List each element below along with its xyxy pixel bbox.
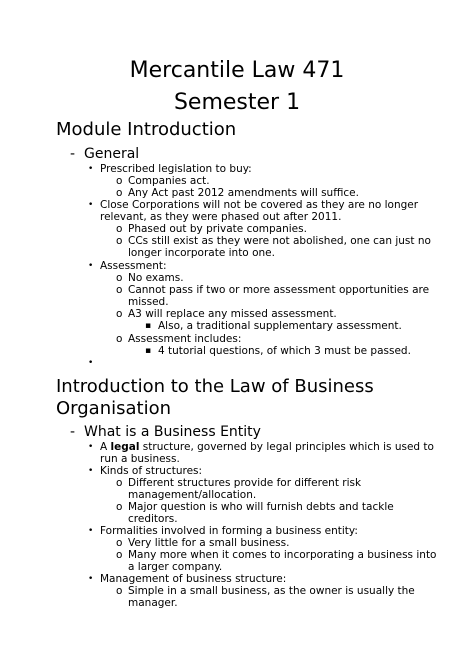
- list-item-text: Any Act past 2012 amendments will suffice.: [128, 187, 359, 199]
- bullet-icon: •: [88, 442, 94, 452]
- list-item: [116, 284, 430, 297]
- list-item-text: Formalities involved in forming a business entity:: [100, 525, 358, 537]
- bullet-icon: •: [88, 526, 94, 536]
- bullet-icon: •: [88, 358, 94, 368]
- list-item-text: Assessment:: [100, 260, 167, 272]
- list-item-text: Many more when it comes to incorporating a business into: [128, 549, 437, 561]
- circle-bullet-icon: o: [116, 284, 123, 296]
- list-item: [116, 549, 437, 562]
- list-item: [88, 199, 419, 212]
- bullet-icon: •: [88, 466, 94, 476]
- bullet-icon: •: [88, 574, 94, 584]
- bullet-icon: •: [88, 200, 94, 210]
- list-item-text: Different structures provide for different risk: [128, 477, 362, 489]
- circle-bullet-icon: o: [116, 175, 123, 187]
- list-item: [88, 573, 287, 586]
- square-bullet-icon: ▪: [145, 321, 152, 331]
- list-item-continuation: creditors.: [128, 513, 178, 525]
- bullet-icon: •: [88, 261, 94, 271]
- list-item-text: Simple in a small business, as the owner is usually the: [128, 585, 415, 597]
- list-item: [116, 187, 359, 200]
- circle-bullet-icon: o: [116, 501, 123, 513]
- circle-bullet-icon: o: [116, 585, 123, 597]
- list-item: [116, 537, 290, 550]
- sub-heading-business-entity-text: What is a Business Entity: [84, 424, 261, 440]
- list-item: [88, 260, 167, 273]
- circle-bullet-icon: o: [116, 549, 123, 561]
- list-item-continuation: longer incorporate into one.: [128, 247, 275, 259]
- list-item-text: 4 tutorial questions, of which 3 must be passed.: [158, 345, 411, 357]
- list-item-continuation: missed.: [128, 296, 169, 308]
- list-item-text: Kinds of structures:: [100, 465, 203, 477]
- list-item-text: Very little for a small business.: [128, 537, 290, 549]
- sub-heading-general: [70, 146, 139, 163]
- section-heading-module-introduction: Module Introduction: [56, 119, 237, 140]
- dash-marker: -: [70, 146, 76, 162]
- list-item: [145, 320, 402, 333]
- list-item-text: Major question is who will furnish debts and tackle: [128, 501, 394, 513]
- list-item: [116, 223, 307, 236]
- list-item-text: Cannot pass if two or more assessment opportunities are: [128, 284, 430, 296]
- list-item-text: Also, a traditional supplementary assessment.: [158, 320, 402, 332]
- circle-bullet-icon: o: [116, 308, 123, 320]
- list-item: [116, 272, 184, 285]
- sub-heading-business-entity: [70, 424, 261, 441]
- circle-bullet-icon: o: [116, 187, 123, 199]
- list-item: [116, 585, 415, 598]
- list-item-text-pre: A: [100, 441, 111, 453]
- circle-bullet-icon: o: [116, 235, 123, 247]
- list-item-text: Phased out by private companies.: [128, 223, 307, 235]
- bullet-icon: •: [88, 164, 94, 174]
- list-item-text: Assessment includes:: [128, 333, 242, 345]
- circle-bullet-icon: o: [116, 477, 123, 489]
- list-item: [88, 441, 434, 454]
- circle-bullet-icon: o: [116, 537, 123, 549]
- list-item: [116, 501, 394, 514]
- list-item-text: No exams.: [128, 272, 184, 284]
- list-item-text: Prescribed legislation to buy:: [100, 163, 252, 175]
- list-item-text-post: structure, governed by legal principles which is used to: [139, 441, 434, 453]
- list-item-continuation: management/allocation.: [128, 489, 257, 501]
- list-item: [116, 333, 242, 346]
- document-title: Mercantile Law 471: [129, 58, 345, 83]
- square-bullet-icon: ▪: [145, 346, 152, 356]
- list-item-text: Close Corporations will not be covered as they are no longer: [100, 199, 419, 211]
- list-item: [145, 345, 411, 358]
- circle-bullet-icon: o: [116, 333, 123, 345]
- sub-heading-general-text: General: [84, 146, 140, 162]
- list-item-continuation: a larger company.: [128, 561, 223, 573]
- list-item-text: A3 will replace any missed assessment.: [128, 308, 337, 320]
- list-item-continuation: run a business.: [100, 453, 180, 465]
- list-item-text: CCs still exist as they were not abolished, one can just no: [128, 235, 431, 247]
- circle-bullet-icon: o: [116, 272, 123, 284]
- list-item-text: Management of business structure:: [100, 573, 287, 585]
- section-heading-introduction-line2: Organisation: [56, 398, 172, 419]
- list-item: [116, 235, 431, 248]
- list-item: [88, 465, 203, 478]
- circle-bullet-icon: o: [116, 223, 123, 235]
- list-item-text: Companies act.: [128, 175, 210, 187]
- dash-marker: -: [70, 424, 76, 440]
- list-item: [116, 477, 362, 490]
- list-item: [88, 163, 252, 176]
- list-item-continuation: manager.: [128, 597, 178, 609]
- document-subtitle: Semester 1: [173, 90, 301, 115]
- section-heading-introduction-line1: Introduction to the Law of Business: [56, 376, 374, 397]
- list-item: [116, 175, 210, 188]
- list-item: [88, 525, 358, 538]
- list-item-continuation: relevant, as they were phased out after 2011.: [100, 211, 342, 223]
- bold-term-legal: legal: [110, 441, 140, 453]
- list-item: [116, 308, 337, 321]
